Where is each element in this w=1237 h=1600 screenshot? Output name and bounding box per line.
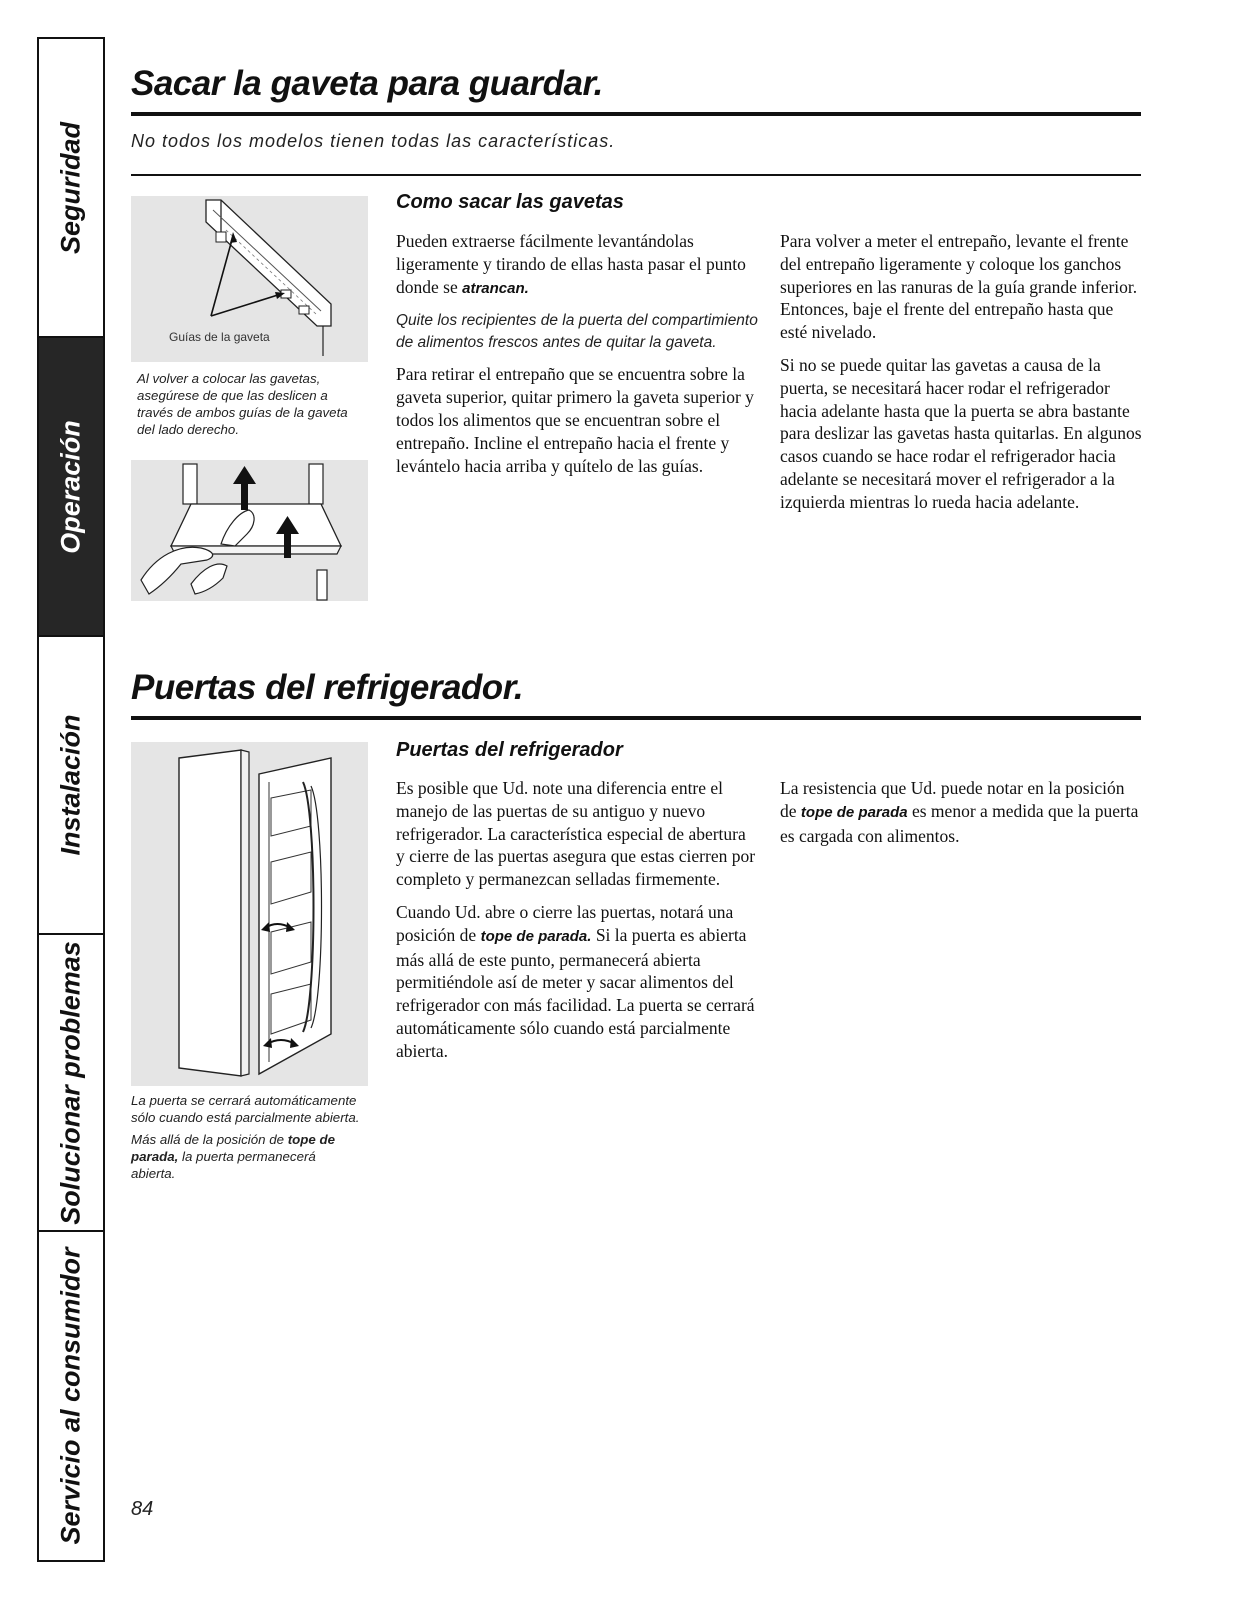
- section1-left-p1-text: Pueden extraerse fácilmente levantándolas ligeramente y tirando de ellas hasta pasar el punto donde se: [396, 231, 746, 297]
- tab-servicio-consumidor[interactable]: [39, 1232, 103, 1560]
- section2-left-paragraph-1: Es posible que Ud. note una diferencia entre el manejo de las puertas de su antiguo y nuevo refrigerador. La característica especial de abertura y cierre de las puertas asegura que estas cierren por completo y permanezcan selladas firmemente.: [396, 778, 756, 890]
- refrigerator-door-illustration: [131, 742, 368, 1086]
- section2-left-p2-emph: tope de parada.: [480, 927, 592, 945]
- side-tab-rail: [37, 37, 105, 1562]
- tab-operacion[interactable]: [39, 338, 103, 637]
- section1-right-paragraph-1: Para volver a meter el entrepaño, levante el frente del entrepaño ligeramente y coloque los ganchos superiores en las ranuras de la guía grande inferior. Entonces, baje el frente del entrepaño hasta que esté nivelado.: [780, 231, 1138, 343]
- shelf-removal-figure: [131, 460, 368, 601]
- door-caption-2-post: la puerta permanecerá abierta.: [131, 1149, 316, 1181]
- drawer-guides-figure: [131, 196, 368, 362]
- tab-seguridad[interactable]: [39, 39, 103, 338]
- tab-operacion-label: Operación: [55, 419, 86, 554]
- section1-left-paragraph-2: Para retirar el entrepaño que se encuentra sobre la gaveta superior, quitar primero la gaveta superior y todos los alimentos que se encuentran sobre el entrepaño. Incline el entrepaño hacia el frente y levántelo hacia arriba y quítelo de las guías.: [396, 364, 754, 476]
- drawer-guides-caption: Al volver a colocar las gavetas, asegúrese de que las deslicen a través de ambos guías de la gaveta del lado derecho.: [137, 371, 348, 437]
- tab-servicio-consumidor-label: Servicio al consumidor: [55, 1247, 86, 1545]
- section1-left-note: Quite los recipientes de la puerta del compartimiento de alimentos frescos antes de quitar la gaveta.: [396, 312, 758, 351]
- door-caption-2: [131, 1131, 361, 1182]
- tab-seguridad-label: Seguridad: [55, 121, 86, 254]
- page-number: 84: [131, 1498, 154, 1520]
- door-caption-1: La puerta se cerrará automáticamente sólo cuando está parcialmente abierta.: [131, 1093, 360, 1125]
- tab-solucionar-problemas[interactable]: [39, 935, 103, 1232]
- tab-solucionar-problemas-label: Solucionar problemas: [55, 940, 86, 1225]
- section1-column-left: [396, 230, 758, 487]
- section1-title-rule: [131, 112, 1141, 116]
- section2-title-rule: [131, 716, 1141, 720]
- section1-column-right: [780, 230, 1142, 524]
- refrigerator-door-caption: [131, 1092, 361, 1187]
- drawer-guides-label: Guías de la gaveta: [169, 330, 270, 344]
- section2-right-paragraph-1: [780, 777, 1142, 847]
- shelf-removal-illustration: [131, 460, 368, 601]
- section1-right-paragraph-2: Si no se puede quitar las gavetas a causa de la puerta, se necesitará hacer rodar el refrigerador hacia adelante hasta que la puerta se abra bastante para deslizar las gavetas hasta quitarlas. En algunos casos cuando se hace rodar el refrigerador hacia adelante se necesitará mover el refrigerador a la izquierda mientras lo rueda hacia adelante.: [780, 354, 1142, 512]
- section1-title: Sacar la gaveta para guardar.: [131, 64, 603, 103]
- section2-right-p1-emph: tope de parada: [800, 803, 908, 821]
- door-caption-2-pre: Más allá de la posición de: [131, 1132, 285, 1147]
- section1-subtitle-rule: [131, 174, 1141, 176]
- section1-subtitle: No todos los modelos tienen todas las características.: [131, 131, 616, 151]
- section2-column-left: [396, 777, 758, 1073]
- section2-right-p1-post: es menor a medida que la puerta es cargada con alimentos.: [780, 800, 1139, 846]
- section2-title: Puertas del refrigerador.: [131, 668, 524, 707]
- section2-left-p2-post: Si la puerta es abierta más allá de este punto, permanecerá abierta permitiéndole así de meter y sacar alimentos del refrigerador con más facilidad. La puerta se cerrará automáticamente sólo cuando está parcialmente abierta.: [396, 924, 755, 1061]
- section1-heading: Como sacar las gavetas: [396, 191, 624, 213]
- section2-left-paragraph-2: [396, 901, 758, 1063]
- refrigerator-door-figure: [131, 742, 368, 1086]
- section1-left-paragraph-1: [396, 230, 758, 300]
- section2-left-p2-pre: Cuando Ud. abre o cierre las puertas, notará una posición de: [396, 901, 734, 945]
- section1-left-p1-emph: atrancan.: [462, 279, 529, 297]
- door-caption-2-bold: tope de parada,: [131, 1132, 335, 1164]
- section2-right-p1-pre: La resistencia que Ud. puede notar en la posición de: [780, 778, 1125, 821]
- section2-heading: Puertas del refrigerador: [396, 739, 623, 761]
- section2-column-right: [780, 777, 1142, 857]
- tab-instalacion[interactable]: [39, 637, 103, 935]
- tab-instalacion-label: Instalación: [55, 714, 86, 856]
